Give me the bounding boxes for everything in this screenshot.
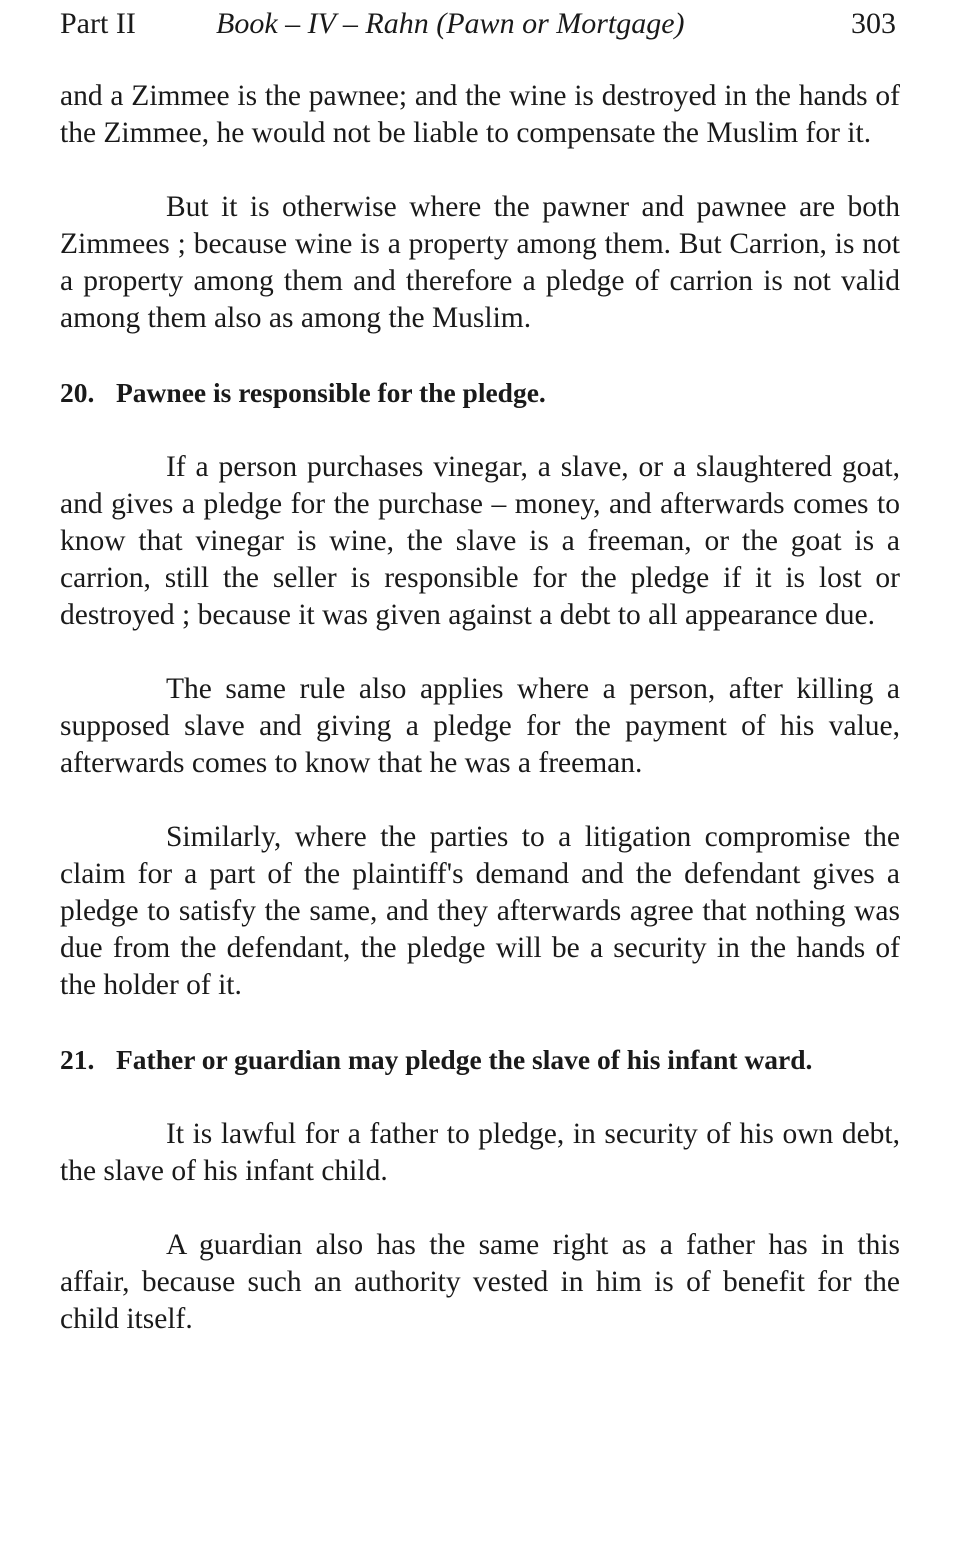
page-number: 303 bbox=[851, 7, 896, 40]
header-book-title: Book – IV – Rahn (Pawn or Mortgage) bbox=[216, 7, 685, 40]
section-heading-21 bbox=[60, 1041, 900, 1079]
page-body bbox=[60, 78, 900, 1338]
paragraph-purchase-pledge: If a person purchases vinegar, a slave, or a slaughtered goat, and gives a pledge for the purchase – money, and afterwards comes to know that vinegar is wine, the slave is a freeman, or the goat is a carrion, still the seller is responsible for the pledge if it is lost or destroyed ; because it was given against a debt to all appearance due. bbox=[60, 451, 900, 631]
paragraph-same-rule: The same rule also applies where a person, after killing a supposed slave and giving a pledge for the payment of his value, afterwards comes to know that he was a freeman. bbox=[60, 673, 900, 779]
header-part-label: Part II bbox=[60, 7, 136, 40]
paragraph-continued: and a Zimmee is the pawnee; and the wine is destroyed in the hands of the Zimmee, he would not be liable to compensate the Muslim for it. bbox=[60, 80, 900, 149]
paragraph-father-pledge: It is lawful for a father to pledge, in security of his own debt, the slave of his infant child. bbox=[60, 1118, 900, 1187]
paragraph-litigation: Similarly, where the parties to a litigation compromise the claim for a part of the plaintiff's demand and the defendant gives a pledge to satisfy the same, and they afterwards agree that nothing was due from the defendant, the pledge will be a security in the hands of the holder of it. bbox=[60, 821, 900, 1001]
paragraph-zimmees: But it is otherwise where the pawner and pawnee are both Zimmees ; because wine is a property among them. But Carrion, is not a property among them and therefore a pledge of carrion is not valid among them also as among the Muslim. bbox=[60, 191, 900, 334]
section-number: 20. bbox=[60, 377, 95, 408]
section-title: Father or guardian may pledge the slave of his infant ward. bbox=[116, 1044, 813, 1075]
section-heading-20 bbox=[60, 374, 900, 412]
section-number: 21. bbox=[60, 1044, 95, 1075]
section-title: Pawnee is responsible for the pledge. bbox=[116, 377, 546, 408]
paragraph-guardian: A guardian also has the same right as a father has in this affair, because such an authority vested in him is of benefit for the child itself. bbox=[60, 1229, 900, 1335]
running-header bbox=[60, 4, 900, 44]
